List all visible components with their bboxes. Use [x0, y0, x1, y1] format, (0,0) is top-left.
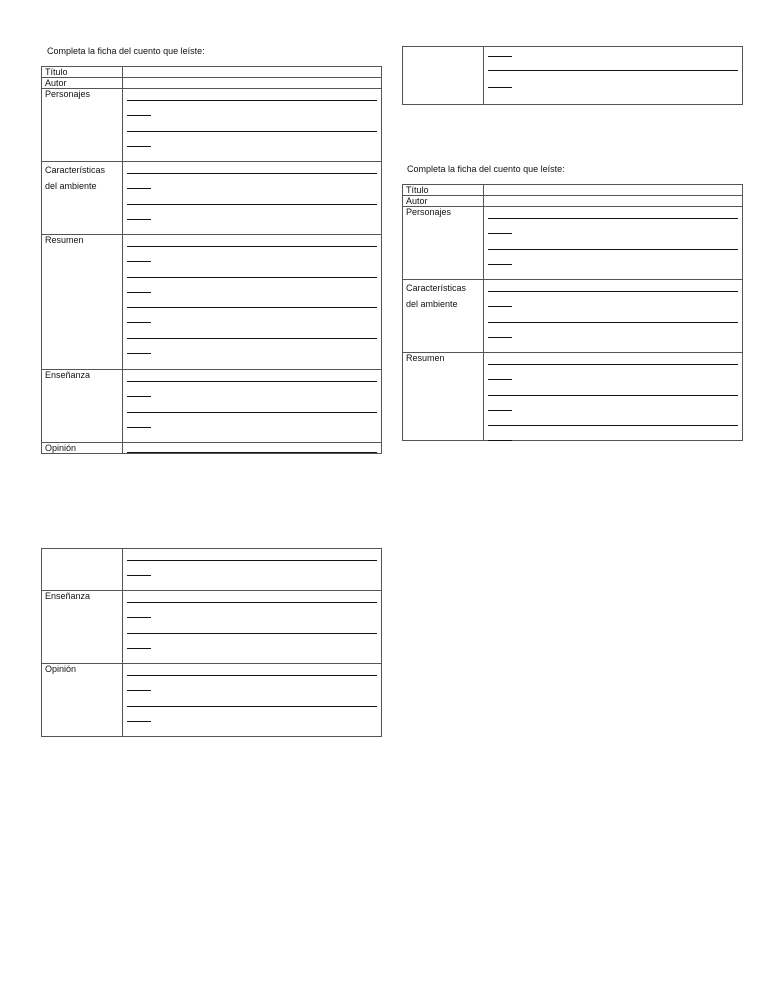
field-caracteristicas[interactable]: [123, 162, 382, 235]
field-opinion-continuation-right[interactable]: [484, 47, 743, 105]
label-caracteristicas-right-line1: Características: [406, 283, 467, 293]
label-autor-right: Autor: [403, 196, 484, 207]
label-caracteristicas-line2: del ambiente: [45, 181, 97, 191]
story-card-table-right: [402, 184, 743, 441]
label-caracteristicas-line1: Características: [45, 165, 106, 175]
field-resumen[interactable]: [123, 235, 382, 370]
label-resumen: Resumen: [42, 235, 123, 370]
field-titulo[interactable]: [123, 67, 382, 78]
field-opinion-2[interactable]: [123, 664, 382, 737]
label-caracteristicas: [42, 162, 123, 235]
story-card-table-left: [41, 66, 382, 454]
field-resumen-continuation[interactable]: [123, 549, 382, 591]
instruction-text-left: Completa la ficha del cuento que leíste:: [47, 46, 205, 56]
label-ensenanza: Enseñanza: [42, 370, 123, 443]
label-personajes: Personajes: [42, 89, 123, 162]
field-resumen-right[interactable]: [484, 353, 743, 441]
field-caracteristicas-right[interactable]: [484, 280, 743, 353]
story-card-continuation-left: [41, 548, 382, 737]
label-caracteristicas-right: [403, 280, 484, 353]
label-personajes-right: Personajes: [403, 207, 484, 280]
label-opinion-2: Opinión: [42, 664, 123, 737]
field-autor-right[interactable]: [484, 196, 743, 207]
field-opinion[interactable]: [123, 443, 382, 454]
label-empty-right-continuation: [403, 47, 484, 105]
field-personajes-right[interactable]: [484, 207, 743, 280]
label-titulo-right: Título: [403, 185, 484, 196]
field-ensenanza[interactable]: [123, 370, 382, 443]
label-opinion: Opinión: [42, 443, 123, 454]
field-autor[interactable]: [123, 78, 382, 89]
label-caracteristicas-right-line2: del ambiente: [406, 299, 458, 309]
label-autor: Autor: [42, 78, 123, 89]
label-ensenanza-2: Enseñanza: [42, 591, 123, 664]
label-titulo: Título: [42, 67, 123, 78]
field-personajes[interactable]: [123, 89, 382, 162]
instruction-text-right: Completa la ficha del cuento que leíste:: [407, 164, 565, 174]
label-empty-continuation: [42, 549, 123, 591]
story-card-continuation-right: [402, 46, 743, 105]
field-ensenanza-2[interactable]: [123, 591, 382, 664]
label-resumen-right: Resumen: [403, 353, 484, 441]
field-titulo-right[interactable]: [484, 185, 743, 196]
